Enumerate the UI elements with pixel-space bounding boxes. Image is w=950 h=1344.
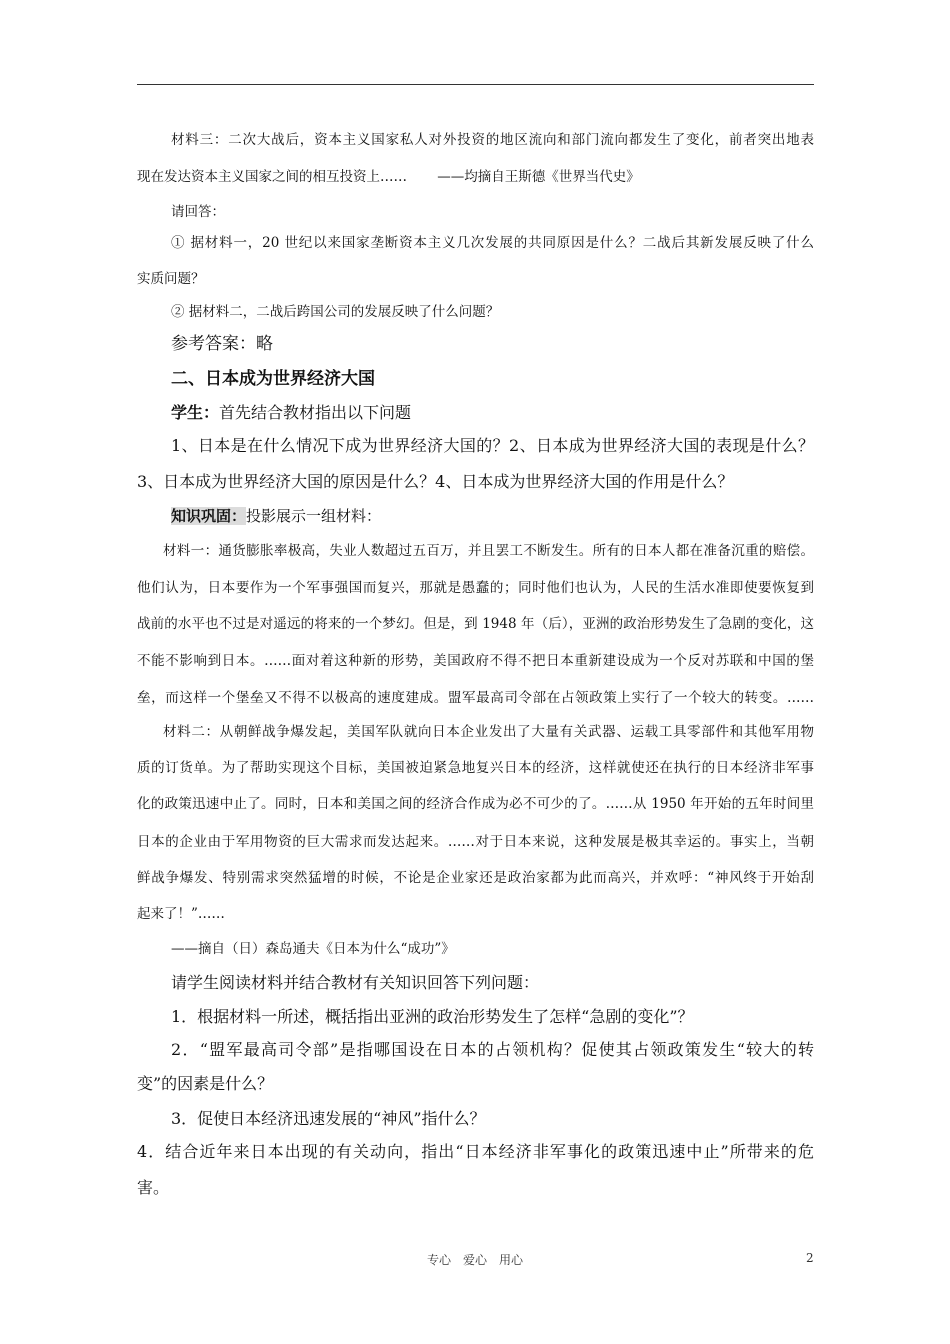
section-questions-line1: 1、日本是在什么情况下成为世界经济大国的？2、日本成为世界经济大国的表现是什么？ <box>171 436 814 455</box>
m2-line: 材料二：从朝鲜战争爆发起，美国军队就向日本企业发出了大量有关武器、运载工具零部件和其他军用物 <box>163 724 814 740</box>
m1-line: 他们认为，日本要作为一个军事强国而复兴，那就是愚蠢的；同时他们也认为，人民的生活水准即使要恢复到 <box>137 580 814 596</box>
questions1-q2: ② 据材料二，二战后跨国公司的发展反映了什么问题？ <box>171 304 500 320</box>
student-text: 首先结合教材指出以下问题 <box>219 403 412 422</box>
questions2-q4-line2: 害。 <box>137 1178 170 1197</box>
questions2-q3: 3．促使日本经济迅速发展的“神风”指什么？ <box>171 1109 486 1128</box>
material3-line2 <box>137 165 640 185</box>
materials-source: ——摘自（日）森岛通夫《日本为什么“成功”》 <box>171 941 455 957</box>
questions2-q4-line1: 4．结合近年来日本出现的有关动向，指出“日本经济非军事化的政策迅速中止”所带来的危 <box>137 1142 814 1161</box>
consolidate-label: 知识巩固： <box>171 507 247 525</box>
section-heading: 二、日本成为世界经济大国 <box>171 369 375 389</box>
questions2-q2-line2: 变”的因素是什么？ <box>137 1074 274 1093</box>
m2-line: 鲜战争爆发、特别需求突然猛增的时候，不论是企业家还是政治家都为此而高兴，并欢呼：“神风终于开始刮 <box>137 870 814 886</box>
m1-line: 材料一：通货膨胀率极高，失业人数超过五百万，并且罢工不断发生。所有的日本人都在准备沉重的赔偿。 <box>163 543 814 559</box>
section-questions-line2: 3、日本成为世界经济大国的原因是什么？4、日本成为世界经济大国的作用是什么？ <box>137 472 734 491</box>
m1-line: 不能不影响到日本。……面对着这种新的形势，美国政府不得不把日本重新建设成为一个反对苏联和中国的堡 <box>137 653 814 669</box>
m2-line: 化的政策迅速中止了。同时，日本和美国之间的经济合作成为必不可少的了。……从 1950 年开始的五年时间里 <box>137 796 814 812</box>
m1-line: 战前的水平也不过是对遥远的将来的一个梦幻。但是，到 1948 年（后），亚洲的政治形势发生了急剧的变化，这 <box>137 616 814 632</box>
m2-line: 日本的企业由于军用物资的巨大需求而发达起来。……对于日本来说，这种发展是极其幸运的。事实上，当朝 <box>137 834 814 850</box>
m2-line: 起来了！”…… <box>137 906 225 922</box>
header-rule <box>137 84 814 85</box>
questions1-prompt: 请回答： <box>171 204 225 220</box>
m1-line: 垒，而这样一个堡垒又不得不以极高的速度建成。盟军最高司令部在占领政策上实行了一个较大的转变。…… <box>137 690 814 706</box>
student-label: 学生： <box>171 403 220 422</box>
questions2-q1: 1．根据材料一所述，概括指出亚洲的政治形势发生了怎样“急剧的变化”？ <box>171 1007 694 1026</box>
questions1-q1-line2: 实质问题？ <box>137 271 205 287</box>
page-footer: 专心 爱心 用心 <box>426 1253 523 1267</box>
page-number: 2 <box>806 1251 814 1265</box>
questions2-q2-line1: 2．“盟军最高司令部”是指哪国设在日本的占领机构？促使其占领政策发生“较大的转 <box>171 1040 814 1059</box>
consolidate-text: 投影展示一组材料： <box>246 507 382 525</box>
m2-line: 质的订货单。为了帮助实现这个目标，美国被迫紧急地复兴日本的经济，这样就使还在执行的日本经济非军事 <box>137 760 814 776</box>
consolidate-line <box>171 505 381 526</box>
material3-source: ——均摘自王斯德《世界当代史》 <box>437 169 640 185</box>
reference-answer: 参考答案：略 <box>171 334 273 354</box>
questions1-q1-line1: ① 据材料一，20 世纪以来国家垄断资本主义几次发展的共同原因是什么？二战后其新发展反映了什么 <box>171 235 814 251</box>
questions2-prompt: 请学生阅读材料并结合教材有关知识回答下列问题： <box>171 973 540 992</box>
student-line <box>171 400 411 423</box>
material3-line1: 材料三：二次大战后，资本主义国家私人对外投资的地区流向和部门流向都发生了变化，前者突出地表 <box>171 132 814 148</box>
material3-line2-text: 现在发达资本主义国家之间的相互投资上…… <box>137 169 407 185</box>
